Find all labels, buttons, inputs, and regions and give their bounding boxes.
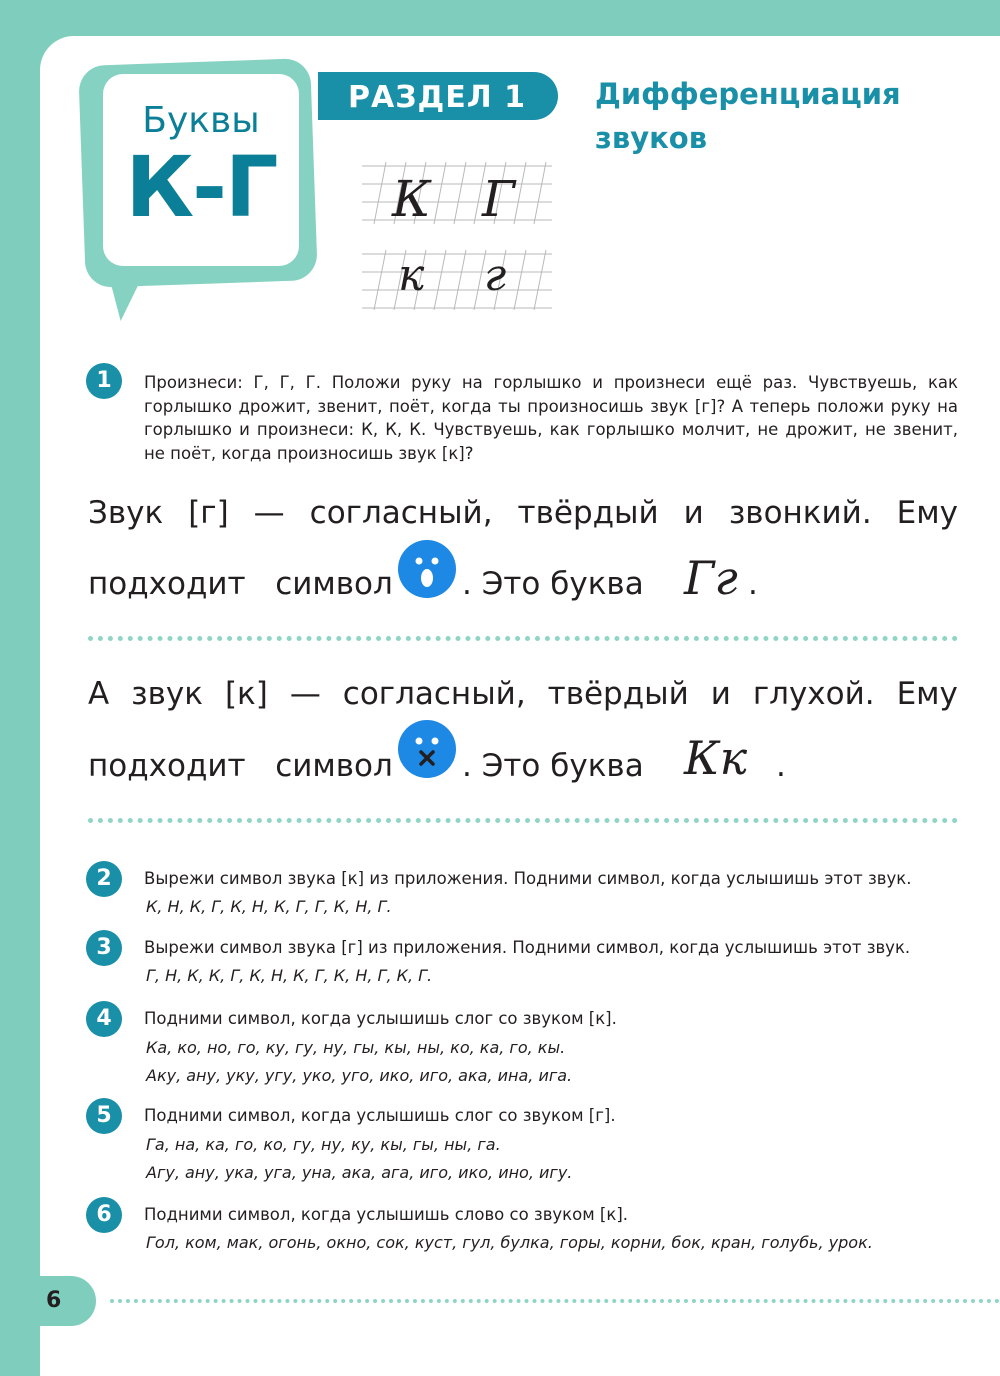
exercise-4-task: Подними символ, когда услышишь слог со звуком [к]. — [144, 1009, 617, 1028]
rule-k-period: . — [776, 748, 786, 784]
title-line-1: Дифференциация — [595, 77, 901, 111]
rule-k-letter-text — [462, 748, 644, 784]
handwriting-grid — [362, 162, 552, 310]
rule-g-letter-text — [462, 566, 644, 602]
card-word: Буквы — [142, 100, 260, 141]
exercise-4-syllables-1: Ка, ко, но, го, ку, гу, ну, гы, кы, ны, ко, ка, го, кы. — [146, 1038, 566, 1057]
exercise-6-number: 6 — [86, 1197, 122, 1233]
rule-g-word: [г] — [188, 495, 229, 531]
footer-dotted-line — [110, 1299, 1000, 1303]
exercise-3-letters: Г, Н, К, К, Г, К, Н, К, Г, К, Н, Г, К, Г. — [146, 966, 433, 985]
exercise-1-number: 1 — [86, 363, 122, 399]
card-letters: К-Г — [125, 138, 277, 236]
rule-g-word: звонкий. — [728, 495, 872, 531]
rule-k-word: твёрдый — [547, 676, 689, 712]
rule-g-word: согласный, — [309, 495, 493, 531]
exercise-4-number: 4 — [86, 1001, 122, 1037]
rule-k-text: символ — [275, 748, 393, 784]
title-line-2: звуков — [595, 121, 708, 155]
exercise-1-text: Произнеси: Г, Г, Г. Положи руку на горлышко и произнеси ещё раз. Чувствуешь, как горлышко дрожит, звенит, поёт, когда ты произносишь звук [г]? А теперь положи руку на горлышко и произнеси: К, К, К. Чувствуешь, как горлышко молчит, не дрожит, не звенит, не поёт, когда произносишь звук [к]? — [144, 373, 958, 463]
exercise-6-words: Гол, ком, мак, огонь, окно, сок, куст, гул, булка, горы, корни, бок, кран, голубь, урок. — [146, 1233, 873, 1252]
rule-k-text: . Это буква — [462, 748, 644, 784]
rule-g-word: Ему — [896, 495, 958, 531]
dotted-divider — [88, 818, 958, 823]
exercise-5-task: Подними символ, когда услышишь слог со звуком [г]. — [144, 1106, 616, 1125]
rule-g-line-1 — [88, 495, 958, 531]
rule-k-word: и — [710, 676, 731, 712]
rule-k-word: согласный, — [342, 676, 526, 712]
exercise-4-syllables-2: Аку, ану, уку, угу, уко, уго, ико, иго, ака, ина, ига. — [146, 1066, 573, 1085]
cursive-upper-k: К — [392, 170, 431, 228]
exercise-2-letters: К, Н, К, Г, К, Н, К, Г, Г, К, Н, Г. — [146, 897, 392, 916]
voiceless-sound-symbol-icon — [398, 720, 456, 778]
cursive-upper-g: Г — [482, 170, 516, 228]
rule-g-word: и — [683, 495, 704, 531]
rule-g-word: твёрдый — [517, 495, 659, 531]
rule-g-word: Звук — [88, 495, 164, 531]
rule-k-cursive-letters: Кк — [684, 731, 748, 785]
exercise-6-task: Подними символ, когда услышишь слово со звуком [к]. — [144, 1205, 629, 1224]
exercise-5-number: 5 — [86, 1098, 122, 1134]
rule-g-period: . — [748, 566, 758, 602]
page-number: 6 — [46, 1288, 62, 1313]
rule-k-word: Ему — [896, 676, 958, 712]
rule-g-cursive-letters: Гг — [684, 551, 738, 605]
rule-g-word: — — [253, 495, 285, 531]
exercise-2-task: Вырежи символ звука [к] из приложения. Подними символ, когда услышишь этот звук. — [144, 869, 912, 888]
rule-k-word: глухой. — [752, 676, 875, 712]
cursive-lower-g: г — [484, 250, 507, 301]
exercise-5-syllables-1: Га, на, ка, го, ко, гу, ну, ку, кы, гы, ны, га. — [146, 1135, 501, 1154]
exercise-3-task: Вырежи символ звука [г] из приложения. Подними символ, когда услышишь этот звук. — [144, 938, 911, 957]
page-title — [595, 72, 955, 160]
exercise-5-syllables-2: Агу, ану, ука, уга, уна, ака, ага, иго, ико, ино, игу. — [146, 1163, 573, 1182]
rule-k-word: А — [88, 676, 110, 712]
voiced-sound-symbol-icon — [398, 540, 456, 598]
rule-k-word: [к] — [224, 676, 268, 712]
rule-k-word: звук — [131, 676, 203, 712]
rule-k-word: — — [289, 676, 321, 712]
rule-g-text: подходит — [88, 566, 246, 602]
rule-k-line-1 — [88, 676, 958, 712]
rule-g-text: символ — [275, 566, 393, 602]
rule-k-text: подходит — [88, 748, 246, 784]
exercise-2-number: 2 — [86, 861, 122, 897]
section-label: РАЗДЕЛ 1 — [348, 80, 526, 115]
cursive-lower-k: к — [398, 250, 425, 301]
dotted-divider — [88, 636, 958, 641]
left-margin-strip — [0, 0, 40, 1349]
exercise-3-number: 3 — [86, 930, 122, 966]
rule-g-text: . Это буква — [462, 566, 644, 602]
